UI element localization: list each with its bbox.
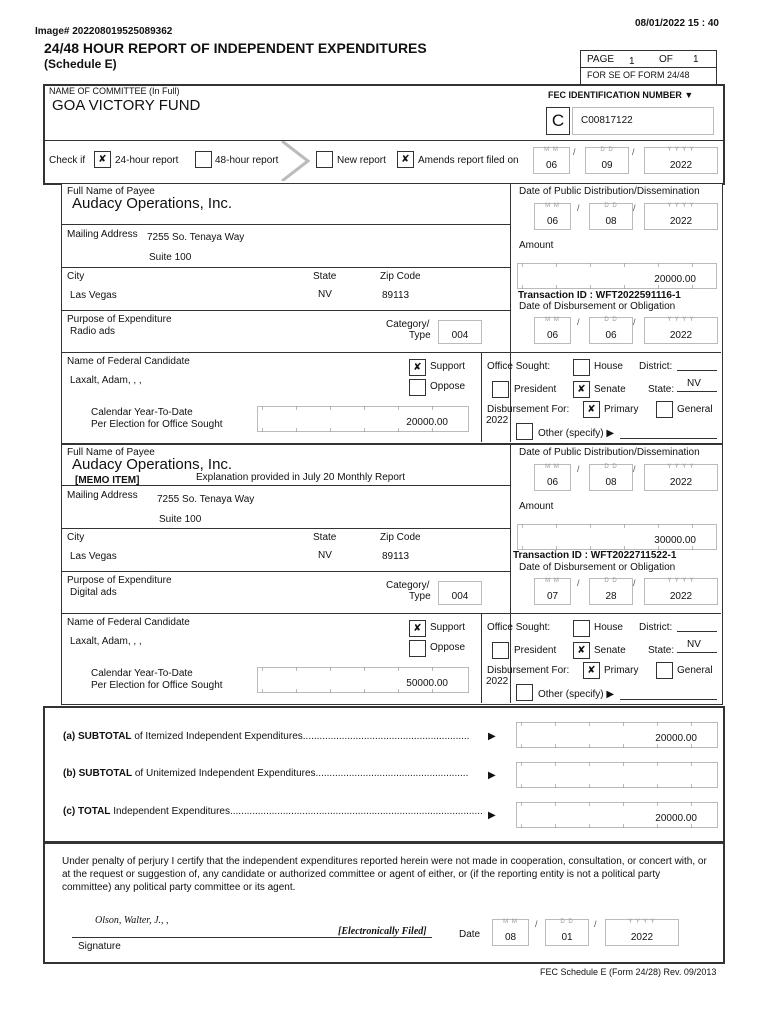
zip-label: Zip Code <box>380 532 421 543</box>
purpose-value: Radio ads <box>70 326 116 337</box>
disb-year-text: 2022 <box>486 676 509 687</box>
purpose-label: Purpose of Expenditure <box>67 314 172 325</box>
zip-label: Zip Code <box>380 271 421 282</box>
address-line1: 7255 So. Tenaya Way <box>157 494 255 505</box>
office-sought-label: Office Sought: <box>487 622 551 633</box>
ytd-field: 20000.00 <box>257 406 469 432</box>
fec-id-label: FEC IDENTIFICATION NUMBER ▼ <box>548 90 694 100</box>
mailing-label: Mailing Address <box>67 490 138 501</box>
state-value: NV <box>318 550 332 561</box>
category-label: Category/ <box>386 580 430 591</box>
24-hour-checkbox[interactable]: ✘ <box>94 151 111 168</box>
category-field[interactable]: 004 <box>438 320 482 344</box>
general-checkbox[interactable] <box>656 662 673 679</box>
cert-year[interactable]: Y Y Y Y 2022 <box>605 919 679 946</box>
amends-day[interactable]: D D 09 <box>585 147 629 174</box>
new-report-label: New report <box>337 155 386 166</box>
disb-day[interactable]: D D 06 <box>589 317 633 344</box>
disb-month[interactable]: M M 06 <box>534 317 571 344</box>
candidate-label: Name of Federal Candidate <box>67 356 190 367</box>
transaction-id: Transaction ID : WFT2022591116-1 <box>518 290 681 301</box>
subtotal-b-field <box>516 762 718 788</box>
public-year[interactable]: Y Y Y Y 2022 <box>644 203 718 230</box>
disb-month[interactable]: M M 07 <box>534 578 571 605</box>
president-checkbox[interactable] <box>492 381 509 398</box>
general-checkbox[interactable] <box>656 401 673 418</box>
public-year[interactable]: Y Y Y Y 2022 <box>644 464 718 491</box>
purpose-value: Digital ads <box>70 587 117 598</box>
payee-label: Full Name of Payee <box>67 447 155 458</box>
president-label: President <box>514 645 557 656</box>
general-label: General <box>677 665 713 676</box>
city-label: City <box>67 532 85 543</box>
subtotal-a-arrow-icon: ▶ <box>488 731 496 742</box>
state-label: State <box>313 532 337 543</box>
cert-day[interactable]: D D 01 <box>545 919 589 946</box>
public-month[interactable]: M M 06 <box>534 203 571 230</box>
chevron-divider-icon <box>280 141 312 181</box>
disb-for-label: Disbursement For: <box>487 404 570 415</box>
state-label: State <box>313 271 337 282</box>
memo-text: Explanation provided in July 20 Monthly Report <box>196 472 406 483</box>
signer-name: Olson, Walter, J., , <box>95 915 169 926</box>
other-checkbox[interactable] <box>516 423 533 440</box>
primary-label: Primary <box>604 404 639 415</box>
certification-text: Under penalty of perjury I certify that the independent expenditures reported herein were not made in cooperation, consultation, or concert with, or at the request or suggestion of, any candidate or authorized committee or agent of either, or (if the reporting entity is not a political party committee) any political party committee or its agent. <box>62 856 707 893</box>
electronically-filed: [Electronically Filed] <box>338 926 427 937</box>
image-id: Image# 202208019525089362 <box>35 26 173 37</box>
amends-label: Amends report filed on <box>418 155 519 166</box>
signature-label: Signature <box>78 941 121 952</box>
state-sought-label: State: <box>648 645 675 656</box>
fec-id-field <box>572 107 714 135</box>
page-total: 1 <box>693 54 699 65</box>
check-if-label: Check if <box>49 155 86 166</box>
for-use-label: FOR SE OF FORM 24/48 <box>587 70 690 80</box>
public-day[interactable]: D D 08 <box>589 464 633 491</box>
memo-tag: [MEMO ITEM] <box>75 475 140 486</box>
48-hour-checkbox[interactable] <box>195 151 212 168</box>
ytd-label-1: Calendar Year-To-Date <box>91 668 193 679</box>
category-field[interactable]: 004 <box>438 581 482 605</box>
disb-year[interactable]: Y Y Y Y 2022 <box>644 317 718 344</box>
office-state: NV <box>687 378 701 389</box>
zip-value: 89113 <box>382 290 410 301</box>
transaction-id: Transaction ID : WFT2022711522-1 <box>513 550 677 561</box>
fec-id-value: C00817122 <box>581 115 633 126</box>
purpose-label: Purpose of Expenditure <box>67 575 172 586</box>
support-checkbox[interactable]: ✘ <box>409 359 426 376</box>
senate-label: Senate <box>594 645 626 656</box>
committee-name-label: NAME OF COMMITTEE (In Full) <box>49 86 180 96</box>
fec-id-prefix: C <box>546 107 570 135</box>
amends-year[interactable]: Y Y Y Y 2022 <box>644 147 718 174</box>
payee-name: Audacy Operations, Inc. <box>72 456 233 473</box>
city-value: Las Vegas <box>70 551 117 562</box>
amount-label: Amount <box>519 240 554 251</box>
committee-name: GOA VICTORY FUND <box>52 97 201 114</box>
office-state: NV <box>687 639 701 650</box>
category-label: Category/ <box>386 319 430 330</box>
disb-for-label: Disbursement For: <box>487 665 570 676</box>
ytd-field: 50000.00 <box>257 667 469 693</box>
other-label: Other (specify) ▶ <box>538 428 615 439</box>
of-label: OF <box>659 54 673 65</box>
payee-label: Full Name of Payee <box>67 186 155 197</box>
total-c-arrow-icon: ▶ <box>488 810 496 821</box>
oppose-label: Oppose <box>430 381 466 392</box>
date-public-label: Date of Public Distribution/Dissemination <box>519 447 700 458</box>
support-label: Support <box>430 361 466 372</box>
page-label: PAGE <box>587 54 615 65</box>
subtotal-b-arrow-icon: ▶ <box>488 770 496 781</box>
subtotal-a-row: (a) SUBTOTAL of Itemized Independent Expenditures............................................................ <box>63 731 470 742</box>
candidate-name: Laxalt, Adam, , , <box>70 375 142 386</box>
disb-day[interactable]: D D 28 <box>589 578 633 605</box>
house-checkbox[interactable] <box>573 359 590 376</box>
date-label: Date <box>459 929 481 940</box>
support-checkbox[interactable]: ✘ <box>409 620 426 637</box>
form-subtitle: (Schedule E) <box>44 57 117 71</box>
senate-label: Senate <box>594 384 626 395</box>
zip-value: 89113 <box>382 551 410 562</box>
senate-checkbox[interactable]: ✘ <box>573 381 590 398</box>
total-c-row: (c) TOTAL Independent Expenditures........................................................................................... <box>63 806 483 817</box>
senate-checkbox[interactable]: ✘ <box>573 642 590 659</box>
type-label: Type <box>409 330 431 341</box>
new-report-checkbox[interactable] <box>316 151 333 168</box>
district-label: District: <box>639 622 673 633</box>
support-label: Support <box>430 622 466 633</box>
amount-field: 20000.00 <box>517 263 717 289</box>
candidate-label: Name of Federal Candidate <box>67 617 190 628</box>
address-line1: 7255 So. Tenaya Way <box>147 232 245 243</box>
oppose-label: Oppose <box>430 642 466 653</box>
public-day[interactable]: D D 08 <box>589 203 633 230</box>
mailing-label: Mailing Address <box>67 229 138 240</box>
oppose-checkbox[interactable] <box>409 640 426 657</box>
page-number: 1 <box>629 56 635 67</box>
house-checkbox[interactable] <box>573 620 590 637</box>
office-sought-label: Office Sought: <box>487 361 551 372</box>
state-sought-label: State: <box>648 384 675 395</box>
other-label: Other (specify) ▶ <box>538 689 615 700</box>
ytd-label-1: Calendar Year-To-Date <box>91 407 193 418</box>
disb-year[interactable]: Y Y Y Y 2022 <box>644 578 718 605</box>
oppose-checkbox[interactable] <box>409 379 426 396</box>
cert-month[interactable]: M M 08 <box>492 919 529 946</box>
form-title: 24/48 HOUR REPORT OF INDEPENDENT EXPENDITURES <box>44 40 427 56</box>
primary-checkbox[interactable]: ✘ <box>583 401 600 418</box>
public-month[interactable]: M M 06 <box>534 464 571 491</box>
payee-name: Audacy Operations, Inc. <box>72 195 233 212</box>
house-label: House <box>594 622 623 633</box>
subtotal-a-field: 20000.00 <box>516 722 718 748</box>
date-disb-label: Date of Disbursement or Obligation <box>519 562 676 573</box>
address-line2: Suite 100 <box>159 514 202 525</box>
state-value: NV <box>318 289 332 300</box>
amends-checkbox[interactable]: ✘ <box>397 151 414 168</box>
date-disb-label: Date of Disbursement or Obligation <box>519 301 676 312</box>
amount-label: Amount <box>519 501 554 512</box>
disb-year-text: 2022 <box>486 415 509 426</box>
timestamp: 08/01/2022 15 : 40 <box>635 18 719 29</box>
page-box <box>580 50 717 85</box>
48-hour-label: 48-hour report <box>215 155 279 166</box>
amount-field: 30000.00 <box>517 524 717 550</box>
candidate-name: Laxalt, Adam, , , <box>70 636 142 647</box>
general-label: General <box>677 404 713 415</box>
address-line2: Suite 100 <box>149 252 192 263</box>
district-label: District: <box>639 361 673 372</box>
date-public-label: Date of Public Distribution/Dissemination <box>519 186 700 197</box>
house-label: House <box>594 361 623 372</box>
city-label: City <box>67 271 85 282</box>
form-footer: FEC Schedule E (Form 24/28) Rev. 09/2013 <box>540 967 717 977</box>
subtotal-b-row: (b) SUBTOTAL of Unitemized Independent Expenditures....................................................... <box>63 768 469 779</box>
ytd-label-2: Per Election for Office Sought <box>91 680 223 691</box>
type-label: Type <box>409 591 431 602</box>
24-hour-label: 24-hour report <box>115 155 179 166</box>
city-value: Las Vegas <box>70 290 117 301</box>
president-label: President <box>514 384 557 395</box>
amends-month[interactable]: M M 06 <box>533 147 570 174</box>
total-c-field: 20000.00 <box>516 802 718 828</box>
other-checkbox[interactable] <box>516 684 533 701</box>
ytd-label-2: Per Election for Office Sought <box>91 419 223 430</box>
president-checkbox[interactable] <box>492 642 509 659</box>
primary-checkbox[interactable]: ✘ <box>583 662 600 679</box>
primary-label: Primary <box>604 665 639 676</box>
